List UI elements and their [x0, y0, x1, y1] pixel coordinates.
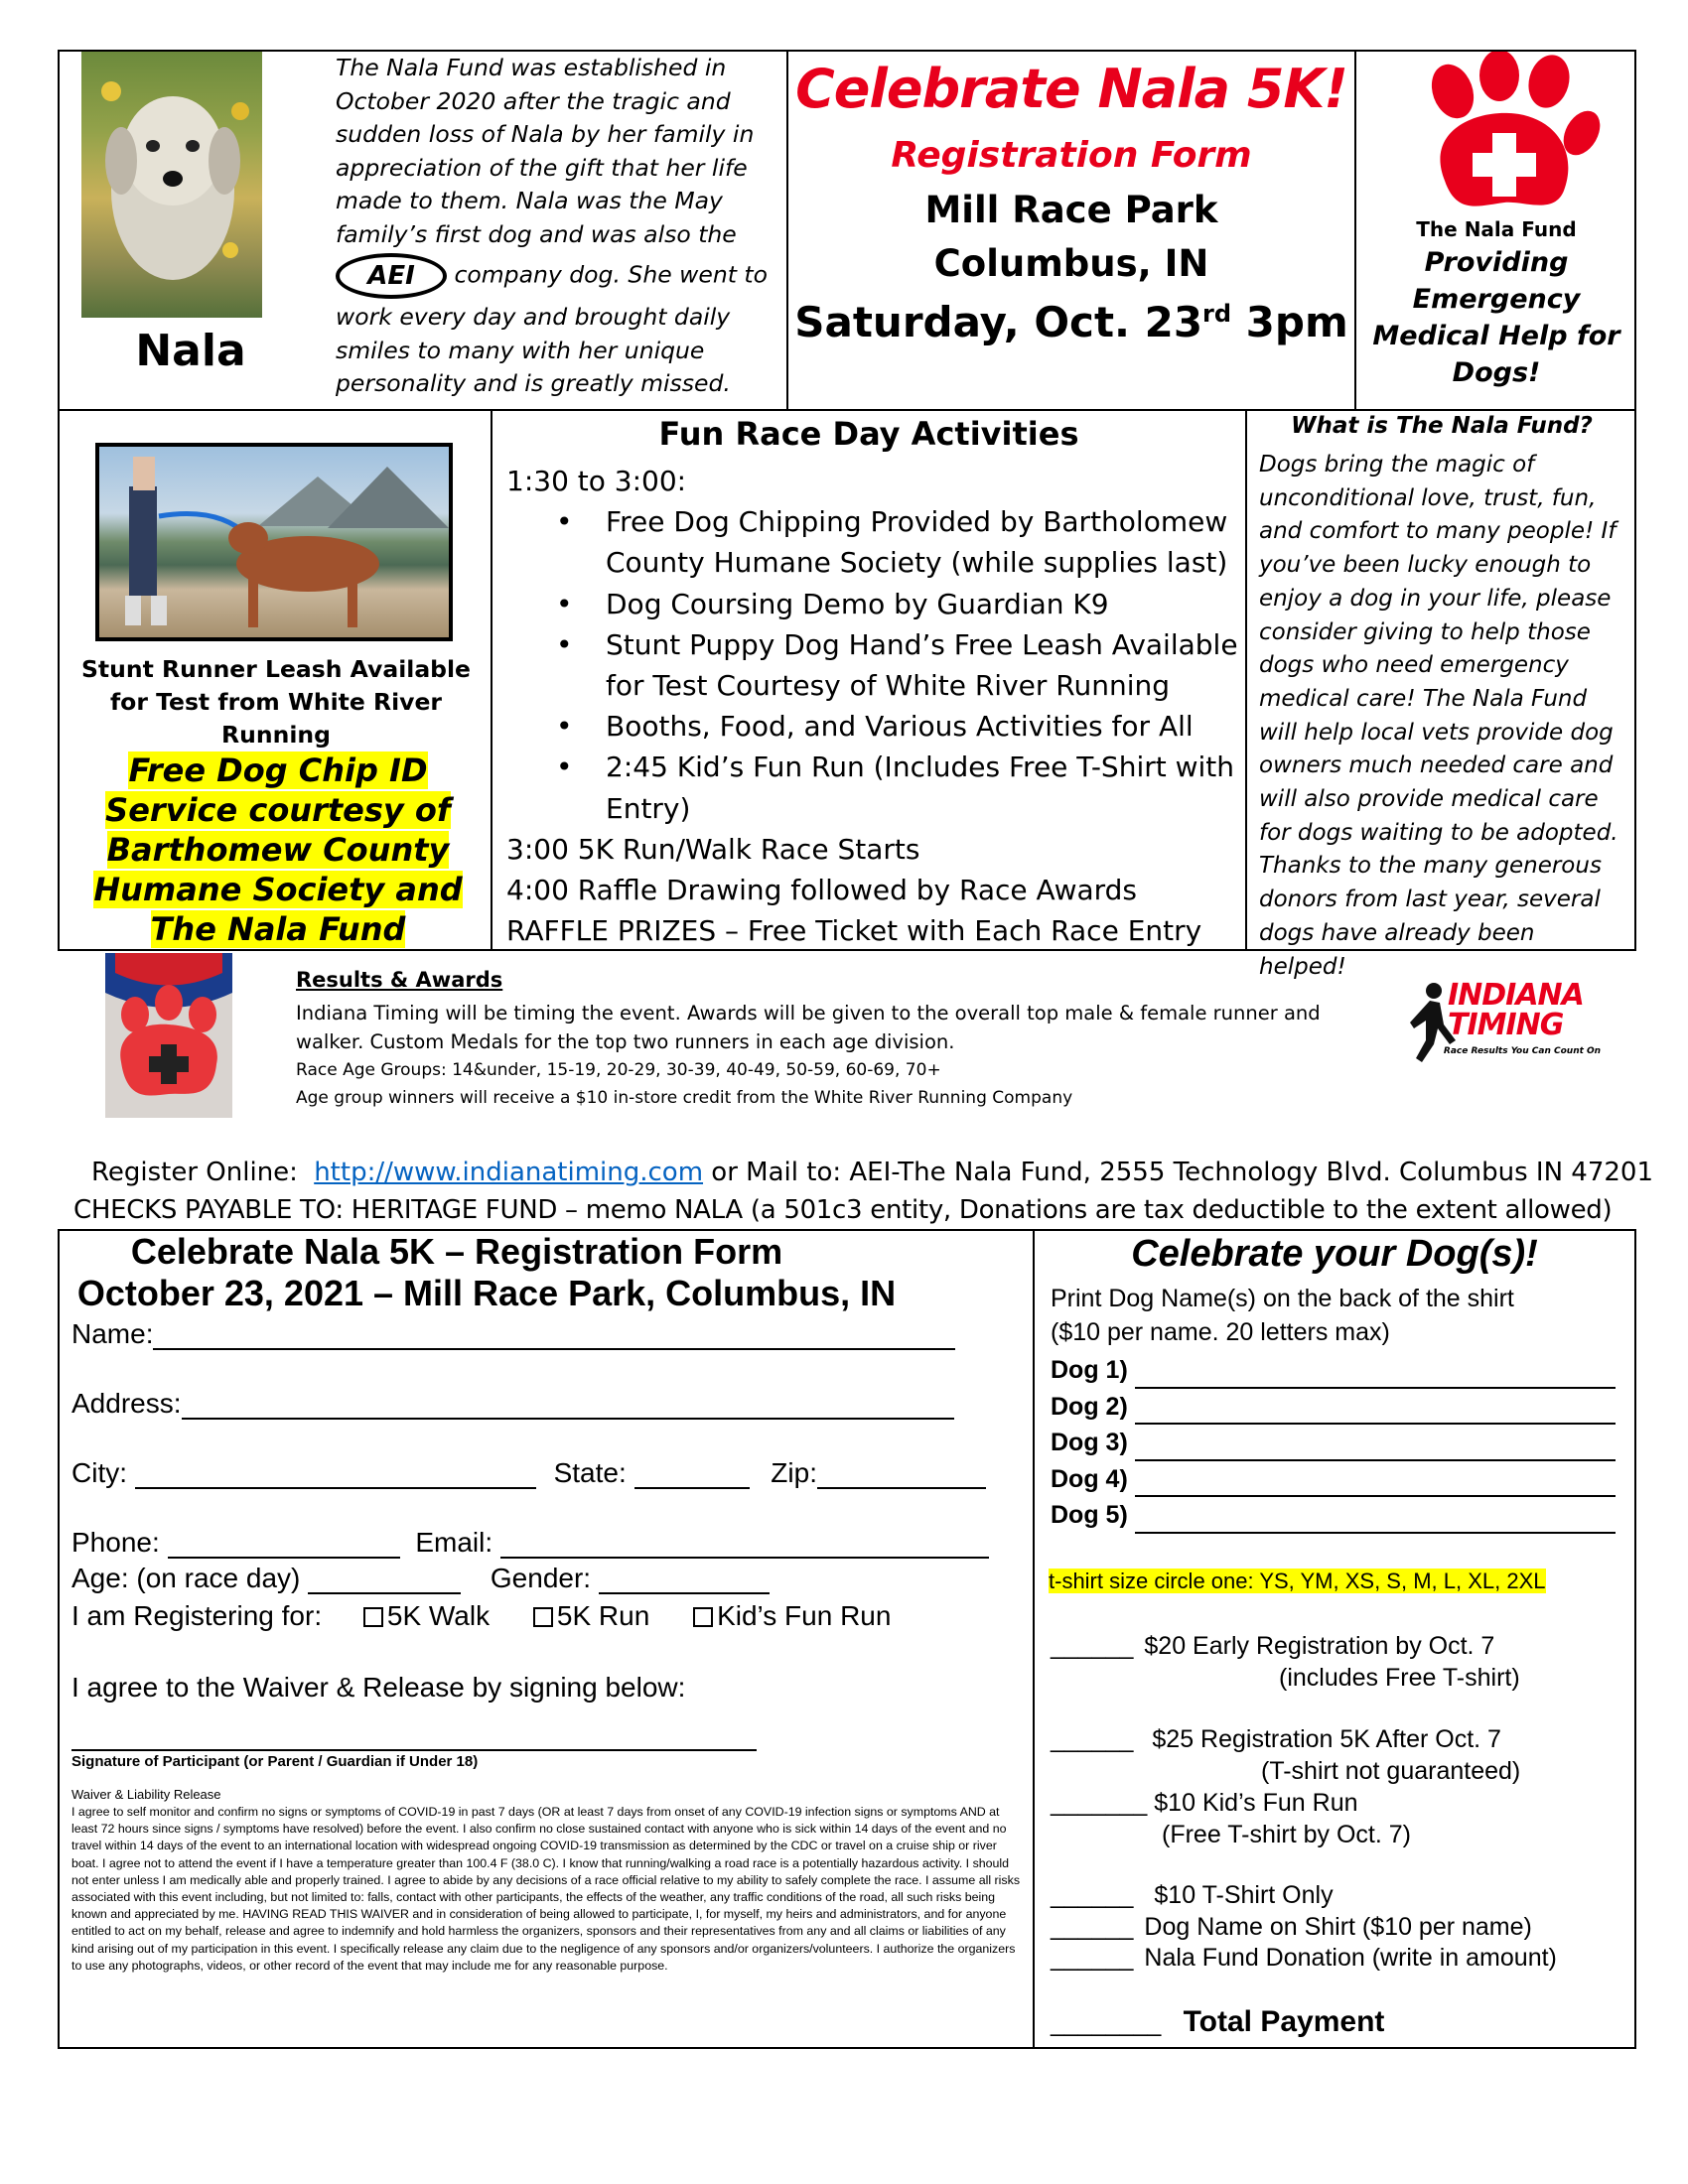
- print-dog-names-a: Print Dog Name(s) on: [1051, 1285, 1291, 1312]
- tshirt-size[interactable]: [1049, 1569, 1546, 1594]
- date-time: 3pm: [1231, 298, 1348, 346]
- list-item: • Free Dog Chipping Provided by Bartholomew County Humane Society (while supplies last): [506, 501, 1241, 583]
- print-dog-names-b: the back of the shirt: [1290, 1285, 1514, 1312]
- paw-cross-icon: [1405, 52, 1604, 220]
- age-field[interactable]: [308, 1569, 461, 1594]
- fee-sub: (T-shirt not guaranteed): [1261, 1757, 1521, 1785]
- fee-kids: [1051, 1787, 1626, 1850]
- fee-label: $10 T-Shirt Only: [1154, 1881, 1334, 1909]
- zip-field[interactable]: [817, 1463, 986, 1489]
- option-5k-run[interactable]: [533, 1600, 649, 1631]
- fund-logo-label: The Nala Fund: [1416, 217, 1577, 241]
- total-label: Total Payment: [1183, 2005, 1385, 2038]
- signature-field[interactable]: [71, 1749, 757, 1751]
- fee-blank[interactable]: ______: [1051, 1912, 1134, 1941]
- waiver-text: I agree to self monitor and confirm no signs or symptoms of COVID-19 in past 7 days (OR at least 7 days from onset of any COVID-19 infection signs or symptoms AND at least 72 hours since signs / symptoms have resolved) before the event. I also confirm no close sustained contact with anyone who is sick within 14 days of the event and no travel within 14 days of the event to an international location with widespread ongoing COVID-19 transmission as determined by the CDC or travel on a cruise ship or river boat. I agree not to attend the event if I have a temperature greater than 100.4 F (38.0 C). I know that running/walking a road race is a potentially hazardous activity. I should not enter unless I am medically able and properly trained. I agree to abide by any decisions of a race official relative to my ability to safely complete the race. I assume all risks associated with this event including, but not limited to: falls, contact with other participants, the effects of the weather, any traffic conditions of the road, all such risks being known and appreciated by me. HAVING READ THIS WAIVER and in consideration of being allowed to participate, I, for myself, my heirs and administrators, and for anyone entitled to act on my behalf, release and agree to indemnify and hold harmless the organizers, sponsors and their representatives from any and all claims or liabilities of any kind arising out of my participation in this event. I specifically release any claim due to the negligence of any sponsors and/or organizers/volunteers. I authorize the organizers to use any photographs, videos, or other record of the event that may include me for any reasonable purpose.: [71, 1805, 1021, 1973]
- dog-section-title: Celebrate your Dog(s)!: [1131, 1233, 1538, 1275]
- fee-label: $20 Early Registration by Oct. 7: [1144, 1632, 1495, 1660]
- city-field[interactable]: [135, 1463, 536, 1489]
- chip-id-promo: [79, 751, 477, 949]
- intro-text: [336, 52, 773, 401]
- leash-caption: Stunt Runner Leash Available for Test from White River Running: [80, 655, 471, 749]
- total-payment-row: [1051, 2005, 1384, 2039]
- indiana-timing-link[interactable]: http://www.indianatiming.com: [314, 1158, 704, 1187]
- print-dog-names: [1051, 1285, 1514, 1313]
- form-title-2: October 23, 2021 – Mill Race Park, Columbus, IN: [76, 1273, 897, 1313]
- form-title-1: Celebrate Nala 5K – Registration Form: [130, 1231, 783, 1272]
- stunt-runner-leash-photo: [95, 443, 453, 641]
- list-item: • 2:45 Kid’s Fun Run (Includes Free T-Shirt with Entry): [506, 747, 1241, 828]
- intro-part1: The Nala Fund was established in October 2020 after the tragic and sudden loss of Nala by her family in appreciation of the gift that her life made to them. Nala was the May family’s first dog and was also the: [336, 54, 755, 248]
- checkbox[interactable]: [693, 1607, 713, 1627]
- fee-blank[interactable]: ______: [1051, 1725, 1134, 1753]
- name-field[interactable]: [153, 1324, 955, 1350]
- option-5k-walk[interactable]: [363, 1600, 490, 1631]
- signature-label: Signature of Participant (or Parent / Guardian if Under 18): [71, 1753, 479, 1770]
- event-date: [790, 298, 1352, 346]
- dog-name-field[interactable]: [1135, 1401, 1616, 1425]
- registering-row: [71, 1600, 891, 1632]
- gender-field[interactable]: [599, 1569, 770, 1594]
- dog-name-field[interactable]: [1135, 1365, 1616, 1389]
- register-online-line: [91, 1158, 1653, 1187]
- list-item: • Booths, Food, and Various Activities for All: [506, 706, 1241, 747]
- fee-sub: (Free T-shirt by Oct. 7): [1162, 1821, 1411, 1848]
- fund-tagline: Providing Emergency Medical Help for Dogs!: [1372, 247, 1620, 388]
- dog-row: [1051, 1497, 1616, 1534]
- checkbox[interactable]: [533, 1607, 553, 1627]
- results-text: Indiana Timing will be timing the event. Awards will be given to the overall top male & female runner and walker. Custom Medals for the top two runners in each age division.: [296, 1002, 1321, 1053]
- option-label: 5K Run: [556, 1600, 650, 1631]
- divider: [786, 50, 788, 411]
- date-main: Saturday, Oct. 23: [794, 298, 1203, 346]
- aei-logo-text: AEI: [367, 261, 415, 291]
- timing-tagline: Race Results You Can Count On: [1443, 1046, 1602, 1056]
- address-label: Address:: [71, 1388, 182, 1419]
- dog-row: [1051, 1352, 1616, 1389]
- timing-logo-text-2: TIMING: [1448, 1008, 1564, 1042]
- fee-extras: [1051, 1880, 1626, 1975]
- list-item: • Stunt Puppy Dog Hand’s Free Leash Available for Test Courtesy of White River Running: [506, 624, 1241, 706]
- name-row: [71, 1318, 955, 1350]
- dog-label: Dog 5): [1051, 1501, 1128, 1529]
- option-kids-fun-run[interactable]: [693, 1600, 891, 1631]
- fee-blank[interactable]: ______: [1051, 1881, 1134, 1909]
- activities-time-range: 1:30 to 3:00:: [506, 465, 687, 497]
- city-row: [71, 1457, 986, 1489]
- phone-label: Phone:: [71, 1527, 160, 1558]
- dog-label: Dog 3): [1051, 1429, 1128, 1456]
- phone-row: [71, 1527, 989, 1559]
- age-row: [71, 1563, 770, 1594]
- state-label: State:: [553, 1457, 627, 1488]
- fee-regular: [1051, 1723, 1626, 1787]
- tshirt-size-text: t-shirt size circle one: YS, YM, XS, S, M, L, XL, 2XL: [1049, 1569, 1546, 1593]
- dog-name-caption: Nala: [135, 326, 246, 376]
- event-subtitle: Registration Form: [891, 135, 1252, 176]
- dog-row: [1051, 1389, 1616, 1426]
- nala-photo: [81, 52, 262, 318]
- list-item: • Dog Coursing Demo by Guardian K9: [506, 584, 1241, 624]
- race-start-line: 3:00 5K Run/Walk Race Starts: [506, 832, 920, 866]
- raffle-prizes-line: RAFFLE PRIZES – Free Ticket with Each Race Entry: [506, 914, 1202, 948]
- zip-label: Zip:: [771, 1457, 817, 1488]
- intro-part2: company dog. She went to work every day and brought daily smiles to many with her unique personality and is greatly missed.: [336, 260, 769, 397]
- fee-blank[interactable]: _______: [1051, 1789, 1148, 1817]
- age-group-credit: Age group winners will receive a $10 in-store credit from the White River Running Company: [296, 1088, 1073, 1108]
- dog-name-field[interactable]: [1135, 1473, 1616, 1497]
- raffle-line: 4:00 Raffle Drawing followed by Race Awards: [506, 874, 1138, 907]
- option-label: Kid’s Fun Run: [717, 1600, 892, 1631]
- medal-photo: [105, 953, 232, 1118]
- fee-label: Nala Fund Donation (write in amount): [1144, 1944, 1557, 1972]
- fee-label: $25 Registration 5K After Oct. 7: [1152, 1725, 1501, 1753]
- fee-early: [1051, 1630, 1626, 1694]
- fee-sub: (includes Free T-shirt): [1279, 1664, 1520, 1692]
- date-suffix: rd: [1202, 300, 1232, 328]
- checkbox[interactable]: [363, 1607, 383, 1627]
- divider: [1354, 50, 1356, 411]
- register-online-label: Register Online:: [91, 1158, 298, 1187]
- agree-text: I agree to the Waiver & Release by signing below:: [71, 1672, 686, 1703]
- dog-label: Dog 1): [1051, 1356, 1128, 1384]
- dog-name-field[interactable]: [1135, 1437, 1616, 1461]
- divider: [1245, 409, 1247, 951]
- total-blank[interactable]: ________: [1051, 2009, 1162, 2037]
- age-label: Age: (on race day): [71, 1563, 301, 1593]
- dog-name-field[interactable]: [1135, 1510, 1616, 1534]
- age-groups: Race Age Groups: 14&under, 15-19, 20-29, 30-39, 40-49, 50-59, 60-69, 70+: [296, 1060, 941, 1080]
- phone-field[interactable]: [168, 1533, 400, 1559]
- fee-label: Dog Name on Shirt ($10 per name): [1144, 1912, 1532, 1941]
- chip-id-promo-text: Free Dog Chip ID Service courtesy of Barthomew County Humane Society and The Nala Fund: [93, 751, 463, 948]
- fee-label: $10 Kid’s Fun Run: [1154, 1789, 1358, 1817]
- city-label: City:: [71, 1457, 127, 1488]
- city: Columbus, IN: [933, 242, 1209, 285]
- dog-list: [1051, 1352, 1616, 1534]
- gender-label: Gender:: [490, 1563, 592, 1593]
- fee-blank[interactable]: ______: [1051, 1944, 1134, 1972]
- name-label: Name:: [71, 1318, 154, 1349]
- aei-logo: [336, 253, 447, 299]
- checks-payable-line: CHECKS PAYABLE TO: HERITAGE FUND – memo NALA (a 501c3 entity, Donations are tax deductible to the extent allowed): [73, 1195, 1613, 1225]
- address-field[interactable]: [182, 1394, 954, 1420]
- waiver-title: Waiver & Liability Release: [71, 1787, 221, 1802]
- dog-row: [1051, 1425, 1616, 1461]
- dog-row: [1051, 1461, 1616, 1498]
- what-is-title: What is The Nala Fund?: [1291, 413, 1593, 439]
- divider: [491, 409, 492, 951]
- fee-blank[interactable]: ______: [1051, 1632, 1134, 1660]
- dog-label: Dog 4): [1051, 1464, 1128, 1493]
- email-label: Email:: [415, 1527, 493, 1558]
- option-label: 5K Walk: [386, 1600, 491, 1631]
- indiana-timing-logo: [1378, 978, 1607, 1070]
- results-title: Results & Awards: [296, 968, 503, 992]
- registering-label: I am Registering for:: [71, 1600, 323, 1631]
- what-is-text: Dogs bring the magic of unconditional love, trust, fun, and comfort to many people! If you’ve been lucky enough to enjoy a dog in your life, please consider giving to help those dogs who need emergency medical care! The Nala Fund will help local vets provide dog owners much needed care and will also provide medical care for dogs waiting to be adopted. Thanks to the many generous donors from last year, several dogs have already been helped!: [1259, 452, 1618, 980]
- address-row: [71, 1388, 954, 1420]
- email-field[interactable]: [500, 1533, 989, 1559]
- dog-label: Dog 2): [1051, 1392, 1128, 1421]
- timing-logo-text-1: INDIANA: [1448, 978, 1584, 1013]
- mail-to-text: or Mail to: AEI-The Nala Fund, 2555 Technology Blvd. Columbus IN 47201: [703, 1158, 1653, 1187]
- dog-name-pricing: ($10 per name. 20 letters max): [1051, 1318, 1390, 1346]
- state-field[interactable]: [634, 1463, 750, 1489]
- activities-body: [506, 461, 1241, 951]
- activities-title: Fun Race Day Activities: [658, 415, 1079, 453]
- event-title: Celebrate Nala 5K!: [795, 58, 1347, 120]
- venue: Mill Race Park: [924, 189, 1218, 231]
- activities-list: [506, 501, 1241, 829]
